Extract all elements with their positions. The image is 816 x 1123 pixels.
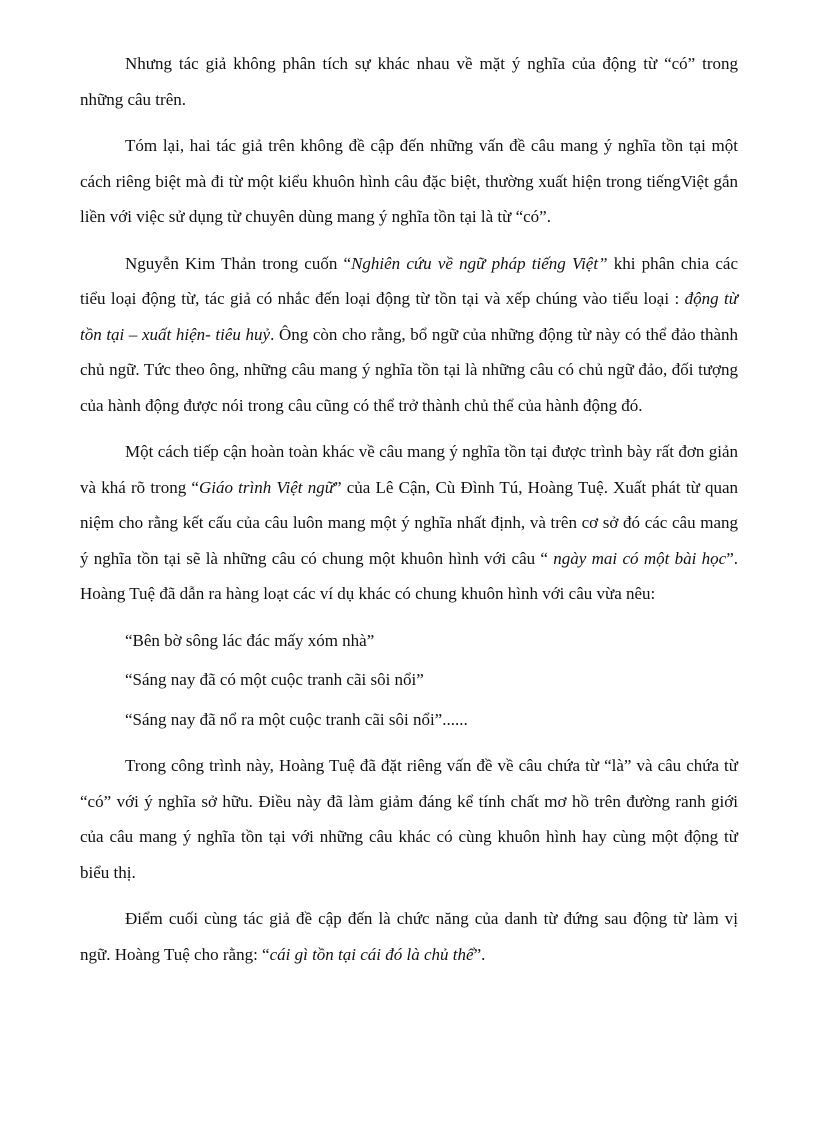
example-sentence-italic: ngày mai có một bài học <box>553 548 727 568</box>
verb-category-term: động từ tồn tại – xuất hiện- tiêu huỷ <box>80 289 738 344</box>
example-quote-3 <box>80 702 738 738</box>
paragraph-3-text-3: . Ông còn cho rằng, bổ ngữ của những động từ này có thể đảo thành chủ ngữ. Tức theo ông, những câu mang ý nghĩa tồn tại là những câu có chủ ngữ đảo, đối tượng của hành động được nói trong câu cũng có thể trở thành chủ thể của hành động đó. <box>80 324 739 415</box>
paragraph-5 <box>80 748 738 890</box>
paragraph-6-text-2: ”. <box>473 944 486 964</box>
book-title-giao-trinh: Giáo trình Việt ngữ <box>198 477 334 497</box>
example-quote-1-text: “Bên bờ sông lác đác mấy xóm nhà” <box>125 630 375 650</box>
paragraph-4-text-1: Một cách tiếp cận hoàn toàn khác về câu mang ý nghĩa tồn tại được trình bày rất đơn giản và khá rõ trong “ <box>80 442 738 497</box>
paragraph-6-text-1: Điểm cuối cùng tác giả đề cập đến là chức năng của danh từ đứng sau động từ làm vị ngữ. Hoàng Tuệ cho rằng: “ <box>80 909 738 964</box>
paragraph-4 <box>80 434 738 612</box>
example-quote-2-text: “Sáng nay đã có một cuộc tranh cãi sôi nổi” <box>125 670 424 689</box>
example-quote-2 <box>80 662 738 698</box>
book-title-ngu-phap: Nghiên cứu về ngữ pháp tiếng Việt” <box>351 253 608 273</box>
paragraph-2 <box>80 128 738 235</box>
paragraph-3-text-2: khi phân chia các tiểu loại động từ, tác giả có nhắc đến loại động từ tồn tại và xếp chúng vào tiểu loại : <box>80 253 739 308</box>
paragraph-1-text: Nhưng tác giả không phân tích sự khác nhau về mặt ý nghĩa của động từ “có” trong những câu trên. <box>80 54 738 109</box>
paragraph-3 <box>80 246 738 424</box>
paragraph-1 <box>80 46 738 117</box>
paragraph-6 <box>80 901 738 972</box>
paragraph-4-text-2: ” của Lê Cận, Cù Đình Tú, Hoàng Tuệ. Xuất phát từ quan niệm cho rằng kết cấu của câu luôn mang một ý nghĩa nhất định, và trên cơ sở đó các câu mang ý nghĩa tồn tại sẽ là những câu có chung một khuôn hình với câu “ <box>80 477 739 568</box>
quoted-definition-italic: cái gì tồn tại cái đó là chủ thể <box>269 944 474 964</box>
paragraph-4-text-3: ”. Hoàng Tuệ đã dẫn ra hàng loạt các ví dụ khác có chung khuôn hình với câu vừa nêu: <box>80 548 739 603</box>
example-quote-1 <box>80 623 738 659</box>
paragraph-3-text-1: Nguyễn Kim Thản trong cuốn “ <box>125 253 352 273</box>
paragraph-5-text: Trong công trình này, Hoàng Tuệ đã đặt riêng vấn đề về câu chứa từ “là” và câu chứa từ “có” với ý nghĩa sở hữu. Điều này đã làm giảm đáng kể tính chất mơ hồ trên đường ranh giới của câu mang ý nghĩa tồn tại với những câu khác có cùng khuôn hình hay cùng một động từ biểu thị. <box>80 756 738 882</box>
example-quote-3-text: “Sáng nay đã nổ ra một cuộc tranh cãi sôi nổi”...... <box>125 709 468 729</box>
document-page <box>80 46 738 983</box>
paragraph-2-text: Tóm lại, hai tác giả trên không đề cập đến những vấn đề câu mang ý nghĩa tồn tại một cách riêng biệt mà đi từ một kiểu khuôn hình câu đặc biệt, thường xuất hiện trong tiếngViệt gắn liền với việc sử dụng từ chuyên dùng mang ý nghĩa tồn tại là từ “có”. <box>80 136 738 226</box>
